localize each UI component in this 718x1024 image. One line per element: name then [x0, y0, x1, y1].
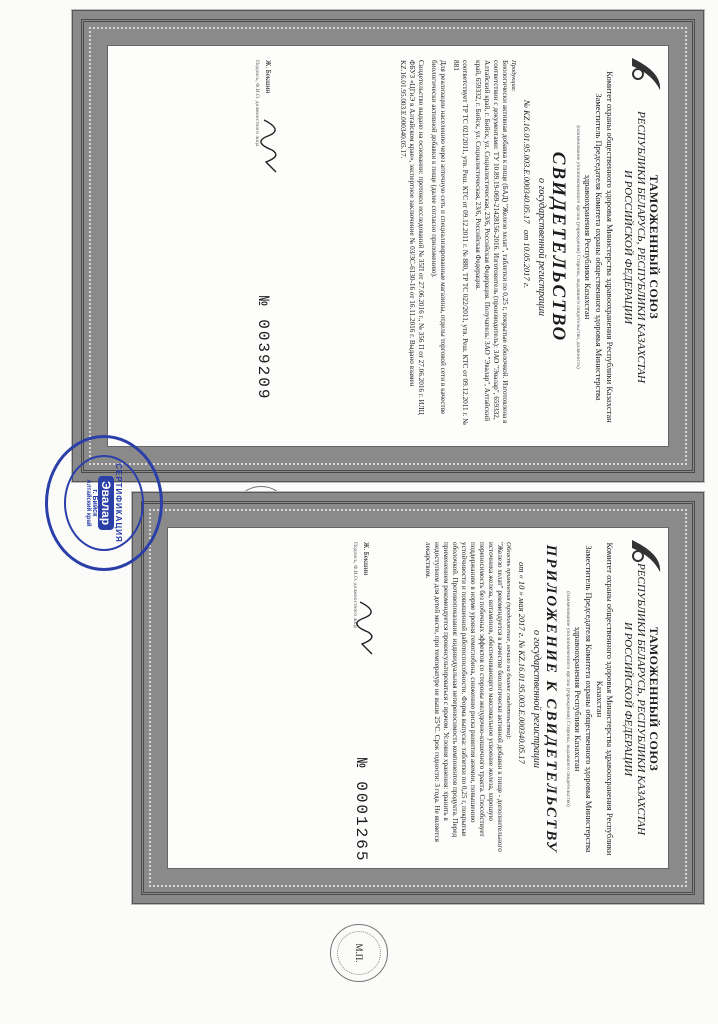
certificate-number-line: № KZ.16.01.95.003.Е.000340.05.17 от 10.05.2017 г. — [522, 100, 532, 289]
stamp-region: Алтайский край — [85, 479, 91, 527]
ministry-line-2: Заместитель Председателя Комитета охраны общественного здоровья Министерства — [584, 545, 594, 853]
certificate-number: KZ.16.01.95.003.Е.000340.05.17 — [522, 110, 532, 224]
basis-text: Свидетельство выдано на основании: протокол исследований № 35П от 27.06.2016 г., № 356 П от 27.06.2016 г. ИЛЦ ФБУЗ «ЦГиЭ в Алтайском крае», экспертное заключение № 03/3С-6130-16 от 16.11.2016 г. Выдано взамен KZ.16.01.95.003.Е.000340.05.17. — [399, 60, 425, 415]
republics-line-2: И РОССИЙСКОЙ ФЕДЕРАЦИИ — [622, 621, 634, 777]
appendix-subtitle: о государственной регистрации — [531, 629, 542, 769]
republics-line-1: РЕСПУБЛИКИ БЕЛАРУСЬ, РЕСПУБЛИКИ КАЗАХСТАН — [635, 111, 647, 383]
signer-caption: Подпись, Ф.И.О. должностного лица — [254, 60, 260, 147]
appendix-inner — [167, 527, 669, 963]
company-stamp — [45, 435, 163, 571]
certificate-inner — [107, 45, 669, 447]
appendix-date-line: от « 10 » мая 2017 г. № KZ.16.01.95.003.Е.000340.05.17 — [517, 562, 527, 764]
usage-text: Для реализации населению через аптечную сеть и специализированные магазины, отделы торговой сети в качестве биологически активной добавки к пище (далее согласно приложению). — [430, 60, 447, 415]
stamp-city: г. Бийск — [91, 489, 98, 517]
product-block — [473, 60, 518, 434]
certificate-appendix — [132, 492, 704, 963]
ministry-line-1: Комитет охраны общественного здоровья Министерства здравоохранения Республики Казахстан — [605, 71, 615, 423]
area-label: Область применения (продолжение, начало на бланке свидетельства): — [505, 542, 512, 740]
area-text: "Железо хелат" рекомендуется в качестве биологически активной добавки к пище - дополнительного источника железа, витаминов, обеспечивающего максимальное усвоение железа, хорошую переносимость без побочных эффектов со стороны желудочно-кишечного тракта. Способствует поддержанию в норме уровня гемоглобина, снижению риска развития анемии, повышению устойчивости и повышенной работоспособности. Форма выпуска: таблетки по 0,25 г, покрытые оболочкой. Противопоказания: индивидуальная непереносимость компонентов продукта. Перед применением рекомендуется проконсультироваться с врачом. Условия хранения: хранить в недоступном для детей месте, при температуре не выше 25°С. Срок годности: 3 года. Не является лекарством. — [424, 542, 504, 852]
appendix-serial: № 0001265 — [352, 758, 370, 863]
republics-line-1: РЕСПУБЛИКИ БЕЛАРУСЬ, РЕСПУБЛИКИ КАЗАХСТАН — [635, 563, 647, 835]
area-block — [423, 542, 513, 856]
conformity-text: соответствует ТР ТС 021/2011, утв. Реш. КТС от 09.12.2011 г. № 880, ТР ТС 022/2011, утв. Реш. КТС от 09.12.2011 г. № 881 — [452, 60, 469, 425]
registration-certificate — [72, 10, 704, 482]
handwritten-signature-icon — [352, 598, 382, 658]
handwritten-signature-icon — [256, 116, 286, 176]
stamp-brand: Эвалар — [98, 476, 114, 530]
ministry-caption: (наименование уполномоченного органа (учреждения) Стороны, выдавшего свидетельство, должность) — [575, 125, 581, 369]
ministry-line-3: здравоохранения Республики Казахстан — [583, 174, 593, 320]
signer-caption: Подпись, Ф.И.О. должностного лица — [352, 542, 358, 629]
stamp-ring-text: СЕРТИФИКАЦИЯ — [114, 463, 123, 543]
signer-name: Ж. Бекшин — [362, 542, 370, 576]
ministry-line-2: Заместитель Председателя Комитета охраны общественного здоровья Министерства — [594, 93, 604, 401]
certificate-title: СВИДЕТЕЛЬСТВО — [548, 151, 569, 343]
union-title: ТАМОЖЕННЫЙ СОЮЗ — [647, 626, 661, 772]
ministry-caption: (наименование уполномоченного органа (учреждения) Стороны, выдавшего свидетельство) — [565, 591, 571, 807]
signer-name: Ж. Бекшин — [264, 60, 272, 94]
ministry-line-1: Комитет охраны общественного здоровья Министерства здравоохранения Республики Казахстан — [595, 542, 615, 856]
certificate-serial: № 0039209 — [254, 296, 272, 401]
certificate-date: 10.05.2017 г. — [522, 242, 532, 289]
product-text: Биологически активная добавка к пище (БАД) "Железо хелат", таблетки по 0,25 г, покрытые оболочкой. Изготовлена в соответствии с документами: ТУ 10.89.19-069-21428156-2016. Изготовитель (производитель): ЗАО "Эвалар", 659332, Алтайский край, г. Бийск, ул. Социалистическая, 23/6, Российская Федерация. Получатель: ЗАО "Эвалар", Алтайский край, 659332, г. Бийск, ул. Социалистическая, 23/6, Российская Федерация. — [474, 60, 509, 424]
republics-line-2: И РОССИЙСКОЙ ФЕДЕРАЦИИ — [622, 169, 634, 325]
customs-union-logo-icon — [624, 534, 666, 576]
customs-union-logo-icon — [624, 52, 666, 94]
ministry-line-3: здравоохранения Республики Казахстан — [573, 626, 583, 772]
official-seal: М.П. — [330, 924, 388, 982]
union-title: ТАМОЖЕННЫЙ СОЮЗ — [647, 174, 661, 320]
certificate-subtitle: о государственной регистрации — [536, 177, 547, 317]
appendix-title: ПРИЛОЖЕНИЕ К СВИДЕТЕЛЬСТВУ — [543, 544, 559, 854]
product-label: Продукция: — [510, 60, 517, 92]
